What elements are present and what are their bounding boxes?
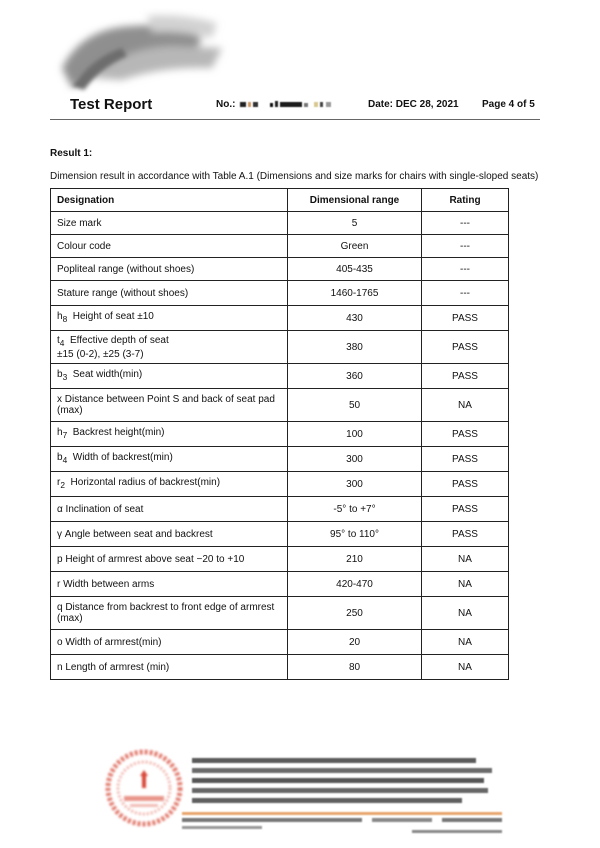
designation-cell	[51, 306, 288, 331]
symbol: h	[57, 311, 63, 322]
table-header-row	[51, 189, 509, 212]
range-cell: 50	[288, 389, 422, 422]
rating-cell: NA	[422, 655, 509, 680]
dimensions-table	[50, 188, 509, 680]
designation-cell: Stature range (without shoes)	[51, 281, 288, 306]
rating-cell: PASS	[422, 472, 509, 497]
rating-cell: PASS	[422, 447, 509, 472]
symbol-subscript: 7	[62, 430, 68, 440]
designation-tolerance: ±15 (0-2), ±25 (3-7)	[57, 348, 144, 360]
redacted-report-number	[238, 99, 338, 109]
designation-text: Seat width(min)	[72, 369, 143, 380]
range-cell: Green	[288, 235, 422, 258]
report-number-label: No.:	[216, 99, 236, 110]
designation-text: Effective depth of seat	[69, 334, 169, 346]
table-row	[51, 281, 509, 306]
rating-cell: NA	[422, 630, 509, 655]
table-row	[51, 597, 509, 630]
rating-cell: ---	[422, 235, 509, 258]
designation-cell: o Width of armrest(min)	[51, 630, 288, 655]
designation-cell	[51, 472, 288, 497]
table-row	[51, 447, 509, 472]
table-row	[51, 522, 509, 547]
table-row	[51, 630, 509, 655]
range-cell: 1460-1765	[288, 281, 422, 306]
rating-cell: NA	[422, 547, 509, 572]
rating-cell: NA	[422, 597, 509, 630]
designation-cell: Size mark	[51, 212, 288, 235]
symbol-subscript: 2	[60, 480, 65, 490]
designation-text: Height of seat ±10	[72, 311, 154, 322]
designation-cell: Popliteal range (without shoes)	[51, 258, 288, 281]
table-row	[51, 331, 509, 364]
range-cell: 300	[288, 472, 422, 497]
designation-cell: x Distance between Point S and back of seat pad (max)	[51, 389, 288, 422]
designation-cell: r Width between arms	[51, 572, 288, 597]
table-row	[51, 258, 509, 281]
range-cell: 420-470	[288, 572, 422, 597]
result-heading: Result 1:	[50, 148, 93, 159]
header-dimensional-range: Dimensional range	[288, 189, 422, 212]
range-cell: 405-435	[288, 258, 422, 281]
designation-text: Width of backrest(min)	[72, 452, 173, 463]
range-cell: 95° to 110°	[288, 522, 422, 547]
rating-cell: ---	[422, 258, 509, 281]
company-seal-stamp	[108, 752, 180, 824]
rating-cell: PASS	[422, 306, 509, 331]
table-row	[51, 497, 509, 522]
designation-cell	[51, 447, 288, 472]
table-row	[51, 306, 509, 331]
rating-cell: NA	[422, 389, 509, 422]
designation-cell	[51, 331, 288, 364]
range-cell: 210	[288, 547, 422, 572]
symbol: b	[57, 452, 63, 463]
designation-cell	[51, 364, 288, 389]
range-cell: 380	[288, 331, 422, 364]
rating-cell: ---	[422, 212, 509, 235]
table-row	[51, 655, 509, 680]
designation-text: Backrest height(min)	[72, 427, 165, 438]
symbol-subscript: 4	[59, 337, 65, 348]
table-row	[51, 572, 509, 597]
report-title: Test Report	[70, 96, 153, 113]
designation-cell: γ Angle between seat and backrest	[51, 522, 288, 547]
symbol-subscript: 4	[62, 455, 68, 465]
designation-cell: n Length of armrest (min)	[51, 655, 288, 680]
rating-cell: PASS	[422, 364, 509, 389]
range-cell: -5° to +7°	[288, 497, 422, 522]
table-row	[51, 389, 509, 422]
range-cell: 100	[288, 422, 422, 447]
table-row	[51, 364, 509, 389]
range-cell: 250	[288, 597, 422, 630]
header-divider	[50, 119, 540, 120]
symbol-subscript: 3	[62, 372, 68, 382]
symbol: r	[57, 477, 61, 488]
symbol-subscript: 8	[62, 314, 68, 324]
page-number: Page 4 of 5	[482, 99, 535, 110]
symbol: b	[57, 369, 63, 380]
designation-cell: q Distance from backrest to front edge of armrest (max)	[51, 597, 288, 630]
range-cell: 80	[288, 655, 422, 680]
header-designation: Designation	[51, 189, 288, 212]
redacted-footer-text	[182, 758, 502, 833]
range-cell: 430	[288, 306, 422, 331]
designation-cell: p Height of armrest above seat −20 to +10	[51, 547, 288, 572]
page-header	[0, 96, 600, 116]
table-row	[51, 422, 509, 447]
range-cell: 300	[288, 447, 422, 472]
company-logo	[52, 8, 232, 94]
symbol: h	[57, 427, 63, 438]
range-cell: 20	[288, 630, 422, 655]
result-description: Dimension result in accordance with Table A.1 (Dimensions and size marks for chairs with single-sloped seats)	[50, 171, 539, 182]
designation-cell	[51, 422, 288, 447]
table-row	[51, 212, 509, 235]
rating-cell: ---	[422, 281, 509, 306]
table-row	[51, 235, 509, 258]
designation-text: Horizontal radius of backrest(min)	[70, 477, 221, 488]
rating-cell: PASS	[422, 497, 509, 522]
header-rating: Rating	[422, 189, 509, 212]
rating-cell: NA	[422, 572, 509, 597]
range-cell: 360	[288, 364, 422, 389]
rating-cell: PASS	[422, 331, 509, 364]
rating-cell: PASS	[422, 522, 509, 547]
table-row	[51, 472, 509, 497]
table-row	[51, 547, 509, 572]
range-cell: 5	[288, 212, 422, 235]
designation-cell: α Inclination of seat	[51, 497, 288, 522]
symbol: t	[57, 334, 60, 346]
designation-cell: Colour code	[51, 235, 288, 258]
report-date: Date: DEC 28, 2021	[368, 99, 459, 110]
redacted-stamp-and-footer	[96, 748, 516, 838]
rating-cell: PASS	[422, 422, 509, 447]
